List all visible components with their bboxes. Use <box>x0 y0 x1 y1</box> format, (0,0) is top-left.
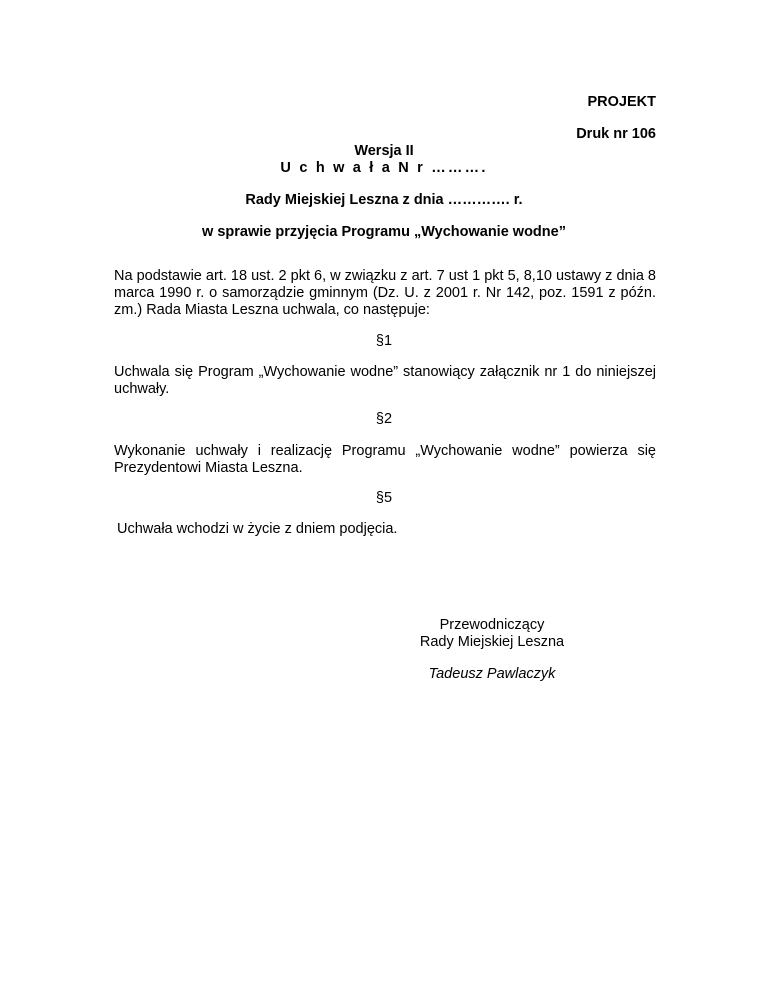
project-label: PROJEKT <box>587 94 656 110</box>
section-2-mark: §2 <box>375 411 393 427</box>
section-1-text: Uchwala się Program „Wychowanie wodne” stanowiący załącznik nr 1 do niniejszej uchwały. <box>114 364 656 397</box>
section-5-mark: §5 <box>375 490 393 506</box>
section-1-mark: §1 <box>375 333 393 349</box>
preamble-paragraph: Na podstawie art. 18 ust. 2 pkt 6, w związku z art. 7 ust 1 pkt 5, 8,10 ustawy z dnia 8 marca 1990 r. o samorządzie gminnym (Dz. U. z 2001 r. Nr 142, poz. 1591 z późn. zm.) Rada Miasta Leszna uchwala, co następuje: <box>114 268 656 318</box>
version-label: Wersja II <box>354 143 414 159</box>
signature-council: Rady Miejskiej Leszna <box>419 634 565 650</box>
section-2-text: Wykonanie uchwały i realizację Programu „Wychowanie wodne” powierza się Prezydentowi Miasta Leszna. <box>114 443 656 476</box>
signatory-name: Tadeusz Pawlaczyk <box>428 666 556 682</box>
signature-role: Przewodniczący <box>439 617 545 633</box>
section-5-text: Uchwała wchodzi w życie z dniem podjęcia. <box>117 521 398 537</box>
resolution-number: U c h w a ł a N r ………. <box>280 160 488 176</box>
print-number: Druk nr 106 <box>576 126 656 142</box>
resolution-subject: w sprawie przyjęcia Programu „Wychowanie wodne” <box>202 224 566 240</box>
council-date-line: Rady Miejskiej Leszna z dnia …………. r. <box>245 192 523 208</box>
